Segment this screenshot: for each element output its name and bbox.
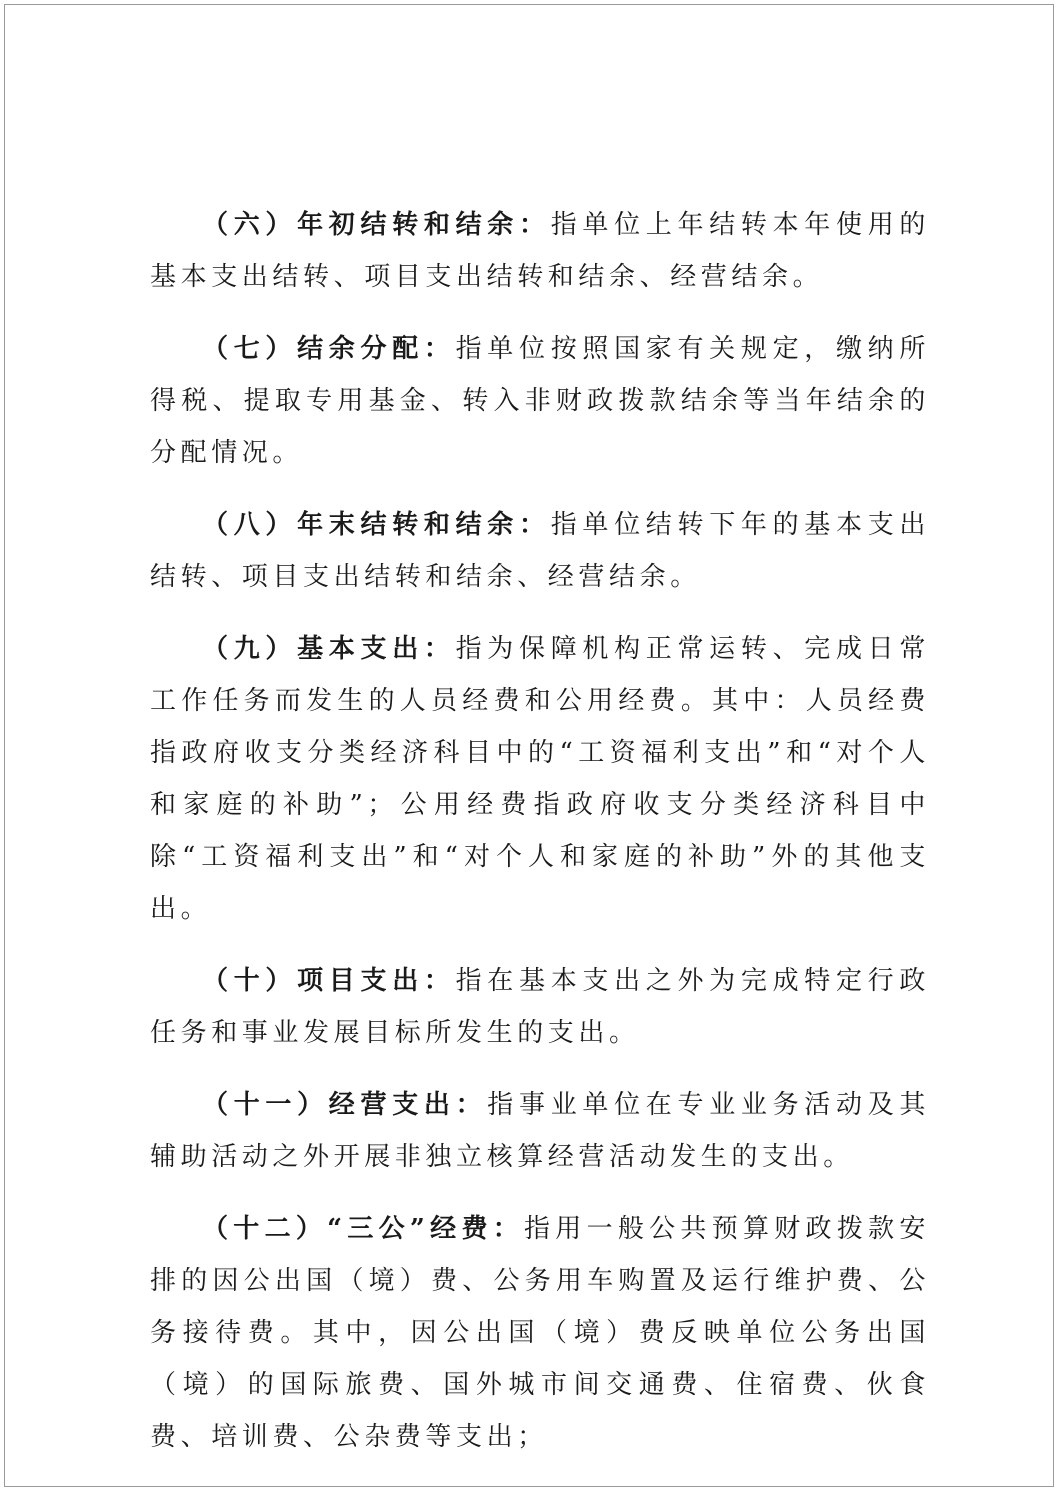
document-body — [150, 199, 930, 1483]
term-heading: （十二）“三公”经费： — [202, 1214, 525, 1244]
paragraph-item-9 — [150, 623, 930, 935]
paragraph-item-6 — [150, 199, 930, 303]
term-heading: （八）年末结转和结余： — [202, 510, 551, 540]
term-definition: 指单位上年结转本年使用的基本支出结转、项目支出结转和结余、经营结余。 — [150, 210, 930, 292]
term-heading: （七）结余分配： — [202, 334, 456, 364]
paragraph-item-10 — [150, 955, 930, 1059]
term-heading: （十）项目支出： — [202, 966, 456, 996]
paragraph-item-8 — [150, 499, 930, 603]
paragraph-item-12 — [150, 1203, 930, 1463]
term-definition: 指单位结转下年的基本支出结转、项目支出结转和结余、经营结余。 — [150, 510, 930, 592]
term-definition: 指为保障机构正常运转、完成日常工作任务而发生的人员经费和公用经费。其中：人员经费指政府收支分类经济科目中的“工资福利支出”和“对个人和家庭的补助”；公用经费指政府收支分类经济科目中除“工资福利支出”和“对个人和家庭的补助”外的其他支出。 — [150, 634, 930, 924]
term-heading: （九）基本支出： — [202, 634, 456, 664]
paragraph-item-7 — [150, 323, 930, 479]
term-heading: （六）年初结转和结余： — [202, 210, 551, 240]
term-definition: 指用一般公共预算财政拨款安排的因公出国（境）费、公务用车购置及运行维护费、公务接待费。其中，因公出国（境）费反映单位公务出国（境）的国际旅费、国外城市间交通费、住宿费、伙食费、培训费、公杂费等支出； — [150, 1214, 930, 1452]
paragraph-item-11 — [150, 1079, 930, 1183]
term-definition: 指在基本支出之外为完成特定行政任务和事业发展目标所发生的支出。 — [150, 966, 930, 1048]
term-heading: （十一）经营支出： — [202, 1090, 488, 1120]
term-definition: 指单位按照国家有关规定，缴纳所得税、提取专用基金、转入非财政拨款结余等当年结余的分配情况。 — [150, 334, 930, 468]
page — [4, 4, 1054, 1487]
term-definition: 指事业单位在专业业务活动及其辅助活动之外开展非独立核算经营活动发生的支出。 — [150, 1090, 930, 1172]
